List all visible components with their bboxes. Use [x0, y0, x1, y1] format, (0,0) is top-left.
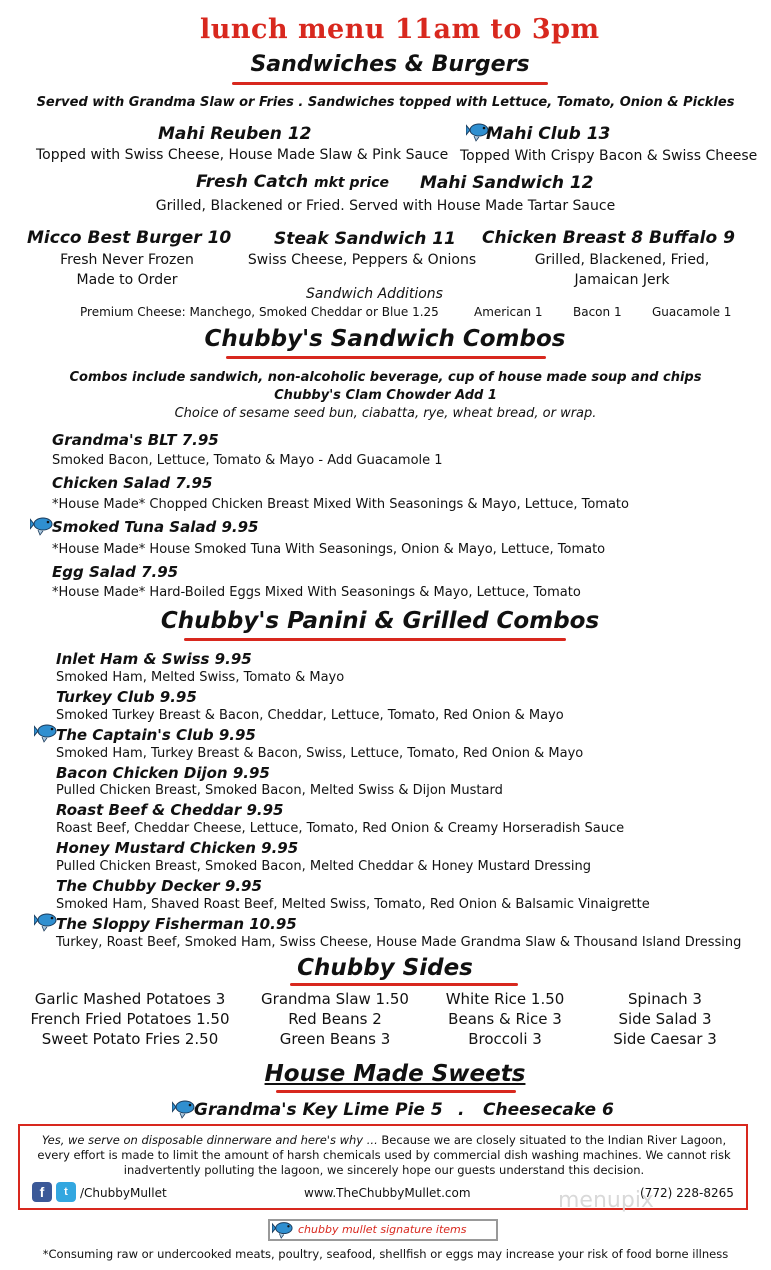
- panini-underline: [184, 638, 566, 641]
- panini-item-desc: Smoked Ham, Turkey Breast & Bacon, Swiss, Lettuce, Tomato, Red Onion & Mayo: [56, 746, 584, 761]
- fresh-catch-price: mkt price: [314, 175, 389, 191]
- panini-item-name: The Captain's Club 9.95: [56, 726, 256, 744]
- mahi-sandwich-name: Mahi Sandwich 12: [420, 173, 594, 193]
- side-item: Beans & Rice 3: [448, 1010, 562, 1028]
- website-link[interactable]: www.TheChubbyMullet.com: [304, 1186, 471, 1200]
- combo-item-desc: *House Made* House Smoked Tuna With Seasonings, Onion & Mayo, Lettuce, Tomato: [52, 542, 606, 557]
- panini-item-name: Honey Mustard Chicken 9.95: [56, 839, 299, 857]
- mahi-reuben-desc: Topped with Swiss Cheese, House Made Slaw & Pink Sauce: [36, 147, 449, 163]
- chicken-breast-desc-2: Jamaican Jerk: [574, 272, 670, 288]
- fish-icon: [30, 514, 54, 536]
- panini-item-desc: Pulled Chicken Breast, Smoked Bacon, Melted Swiss & Dijon Mustard: [56, 783, 503, 798]
- combo-item-desc: *House Made* Hard-Boiled Eggs Mixed With Seasonings & Mayo, Lettuce, Tomato: [52, 585, 581, 600]
- micco-burger-name: Micco Best Burger 10: [27, 228, 232, 248]
- notice-italic: Yes, we serve on disposable dinnerware and here's why ...: [41, 1133, 378, 1147]
- heading-underline: [232, 82, 548, 85]
- side-item: Broccoli 3: [468, 1030, 542, 1048]
- facebook-icon[interactable]: f: [32, 1182, 52, 1202]
- side-item: Garlic Mashed Potatoes 3: [34, 990, 226, 1008]
- panini-item-desc: Roast Beef, Cheddar Cheese, Lettuce, Tomato, Red Onion & Creamy Horseradish Sauce: [56, 821, 625, 836]
- sandwiches-heading: Sandwiches & Burgers: [250, 52, 530, 77]
- side-item: Side Caesar 3: [613, 1030, 717, 1048]
- panini-item-desc: Smoked Ham, Shaved Roast Beef, Melted Swiss, Tomato, Red Onion & Balsamic Vinaigrette: [56, 897, 650, 912]
- addition-premium-cheese: Premium Cheese: Manchego, Smoked Cheddar or Blue 1.25: [80, 305, 439, 319]
- side-item: Grandma Slaw 1.50: [261, 990, 409, 1008]
- micco-burger-desc-2: Made to Order: [76, 272, 178, 288]
- chicken-breast-name: Chicken Breast 8 Buffalo 9: [482, 228, 735, 248]
- panini-heading: Chubby's Panini & Grilled Combos: [160, 608, 600, 634]
- watermark: menupix: [558, 1188, 654, 1213]
- mahi-reuben-name: Mahi Reuben 12: [158, 124, 312, 144]
- panini-item-name: Roast Beef & Cheddar 9.95: [56, 801, 284, 819]
- panini-item-name: Inlet Ham & Swiss 9.95: [56, 650, 252, 668]
- fish-icon: [272, 1219, 294, 1239]
- side-item: Sweet Potato Fries 2.50: [41, 1030, 219, 1048]
- combo-item-desc: Smoked Bacon, Lettuce, Tomato & Mayo - Add Guacamole 1: [52, 453, 443, 468]
- combo-item-name: Grandma's BLT 7.95: [52, 431, 219, 449]
- social-handle[interactable]: /ChubbyMullet: [80, 1186, 167, 1200]
- fish-icon: [34, 721, 58, 743]
- mahi-club-name: Mahi Club 13: [486, 124, 611, 144]
- combos-intro-1: Combos include sandwich, non-alcoholic beverage, cup of house made soup and chips: [69, 370, 702, 385]
- fish-icon: [34, 910, 58, 932]
- steak-sandwich-name: Steak Sandwich 11: [274, 229, 456, 249]
- panini-item-name: The Sloppy Fisherman 10.95: [56, 915, 297, 933]
- fresh-catch-name: Fresh Catch: [196, 172, 309, 192]
- side-item: French Fried Potatoes 1.50: [30, 1010, 230, 1028]
- side-item: White Rice 1.50: [445, 990, 565, 1008]
- cheesecake: Cheesecake 6: [483, 1100, 614, 1120]
- combos-intro-3: Choice of sesame seed bun, ciabatta, rye, wheat bread, or wrap.: [174, 406, 597, 421]
- key-lime-pie: Grandma's Key Lime Pie 5: [194, 1100, 443, 1120]
- twitter-icon[interactable]: t: [56, 1182, 76, 1202]
- mahi-club-desc: Topped With Crispy Bacon & Swiss Cheese: [460, 148, 758, 164]
- sides-underline: [290, 983, 518, 986]
- served-with-note: Served with Grandma Slaw or Fries . Sandwiches topped with Lettuce, Tomato, Onion & Pickles: [36, 95, 735, 110]
- signature-legend: [268, 1219, 498, 1241]
- chicken-breast-desc-1: Grilled, Blackened, Fried,: [534, 252, 710, 268]
- combo-item-name: Smoked Tuna Salad 9.95: [52, 518, 259, 536]
- panini-item-name: The Chubby Decker 9.95: [56, 877, 262, 895]
- panini-item-desc: Smoked Ham, Melted Swiss, Tomato & Mayo: [56, 670, 345, 685]
- menu-title: lunch menu 11am to 3pm: [200, 14, 600, 45]
- addition-bacon: Bacon 1: [573, 305, 622, 319]
- combo-item-desc: *House Made* Chopped Chicken Breast Mixed With Seasonings & Mayo, Lettuce, Tomato: [52, 497, 629, 512]
- combo-item-name: Egg Salad 7.95: [52, 563, 179, 581]
- fish-prep-desc: Grilled, Blackened or Fried. Served with House Made Tartar Sauce: [155, 198, 616, 214]
- sweets-heading: House Made Sweets: [264, 1061, 526, 1087]
- combos-intro-2: Chubby's Clam Chowder Add 1: [274, 388, 497, 403]
- combos-underline: [226, 356, 546, 359]
- additions-title: Sandwich Additions: [306, 286, 443, 302]
- panini-item-name: Turkey Club 9.95: [56, 688, 197, 706]
- notice-text: [32, 1133, 736, 1178]
- side-item: Red Beans 2: [288, 1010, 382, 1028]
- sweets-underline: [276, 1090, 516, 1093]
- panini-item-desc: Turkey, Roast Beef, Smoked Ham, Swiss Cheese, House Made Grandma Slaw & Thousand Island Dressing: [56, 935, 742, 950]
- panini-item-desc: Pulled Chicken Breast, Smoked Bacon, Melted Cheddar & Honey Mustard Dressing: [56, 859, 591, 874]
- combo-item-name: Chicken Salad 7.95: [52, 474, 213, 492]
- addition-guacamole: Guacamole 1: [652, 305, 732, 319]
- combos-heading: Chubby's Sandwich Combos: [204, 326, 566, 352]
- micco-burger-desc-1: Fresh Never Frozen: [60, 252, 194, 268]
- addition-american: American 1: [474, 305, 543, 319]
- panini-item-name: Bacon Chicken Dijon 9.95: [56, 764, 270, 782]
- steak-sandwich-desc: Swiss Cheese, Peppers & Onions: [247, 252, 477, 268]
- panini-item-desc: Smoked Turkey Breast & Bacon, Cheddar, Lettuce, Tomato, Red Onion & Mayo: [56, 708, 564, 723]
- side-item: Green Beans 3: [279, 1030, 391, 1048]
- notice-body: Because we are closely situated to the Indian River Lagoon, every effort is made to limit the amount of harsh chemicals used by commercial dish washing machines. We cannot risk inadvertently polluting the lagoon, we sincerely hope our guests understand this decision.: [37, 1133, 731, 1177]
- fish-icon: [172, 1097, 196, 1119]
- side-item: Spinach 3: [628, 990, 702, 1008]
- signature-legend-label: chubby mullet signature items: [298, 1223, 467, 1236]
- sides-heading: Chubby Sides: [297, 955, 473, 981]
- side-item: Side Salad 3: [618, 1010, 712, 1028]
- food-safety-warning: *Consuming raw or undercooked meats, poultry, seafood, shellfish or eggs may increase your risk of food borne illness: [42, 1247, 729, 1261]
- sweets-separator: .: [458, 1100, 465, 1120]
- phone-number: (772) 228-8265: [640, 1186, 734, 1200]
